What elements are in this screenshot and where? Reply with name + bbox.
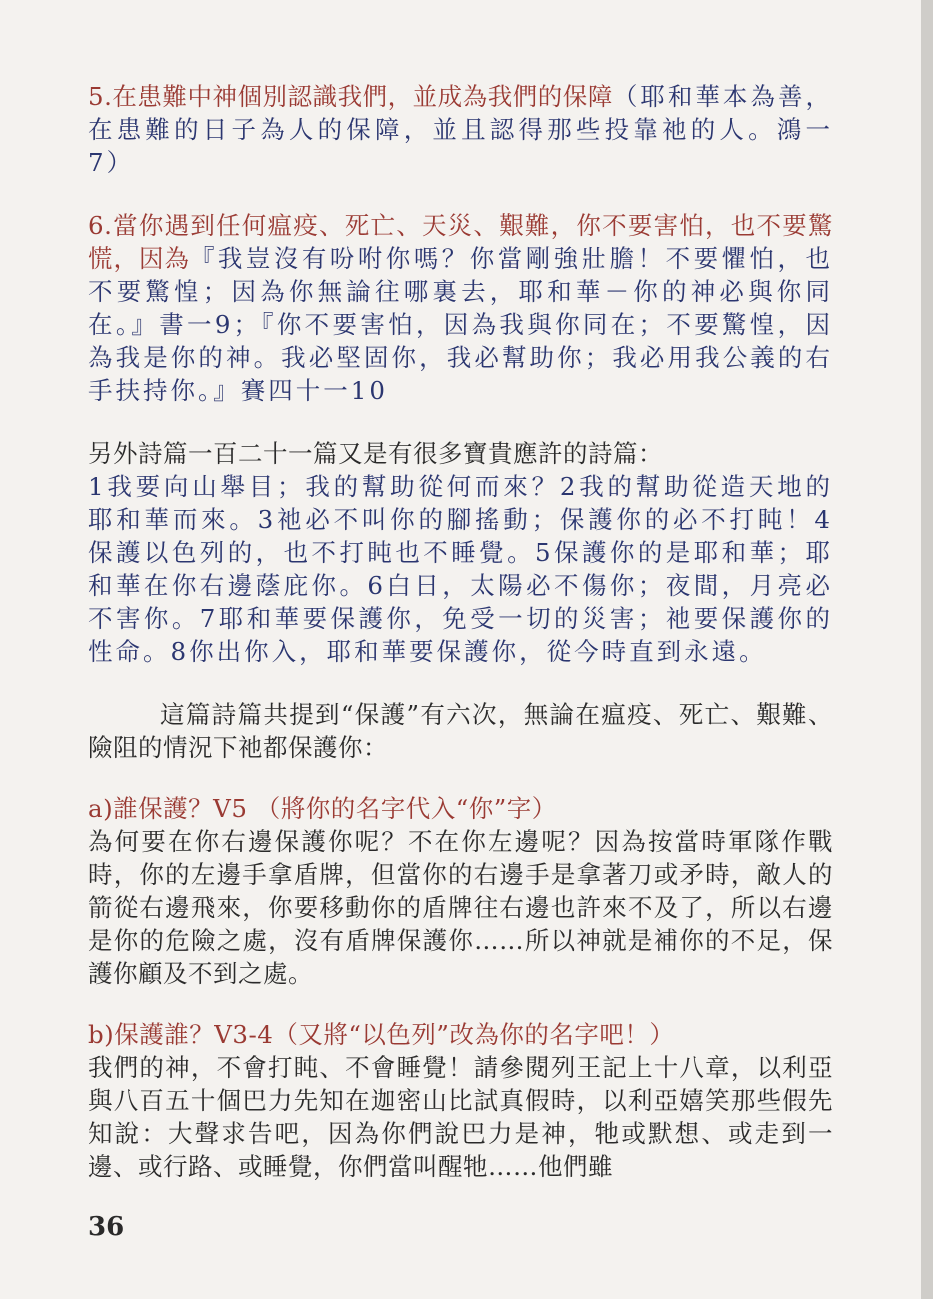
section-5-verse: （耶和華本為善，在患難的日子為人的保障，並且認得那些投靠祂的人。鴻一7） [88, 82, 833, 177]
spacer [88, 179, 833, 209]
page-number: 36 [88, 1212, 125, 1242]
summary-paragraph: 這篇詩篇共提到“保護”有六次，無論在瘟疫、死亡、艱難、險阻的情況下祂都保護你： [88, 700, 833, 762]
section-6-heading: 6.當你遇到任何瘟疫、死亡、天災、艱難，你不要害怕，也不要驚慌，因為 [88, 211, 833, 273]
point-a-heading: a)誰保護？V5 （將你的名字代入“你”字） [88, 794, 557, 823]
section-6-verse: 『我豈沒有吩咐你嗎？你當剛強壯膽！不要懼怕，也不要驚惶；因為你無論往哪裏去，耶和華－你的神必與你同在。』書一9；『你不要害怕，因為我與你同在；不要驚惶，因為我是你的神。我必堅固你，我必幫助你；我必用我公義的右手扶持你。』賽四十一10 [88, 244, 834, 405]
spacer [88, 764, 833, 792]
point-b-heading: b)保護誰？V3-4（又將“以色列”改為你的名字吧！） [88, 1020, 675, 1049]
spacer [88, 668, 833, 698]
point-a-body: 為何要在你右邊保護你呢？不在你左邊呢？因為按當時軍隊作戰時，你的左邊手拿盾牌，但當你的右邊手是拿著刀或矛時，敵人的箭從右邊飛來，你要移動你的盾牌往右邊也許來不及了，所以右邊是你的危險之處，沒有盾牌保護你……所以神就是補你的不足，保護你顧及不到之處。 [88, 827, 833, 988]
point-b-body: 我們的神，不會打盹、不會睡覺！請參閱列王記上十八章，以利亞與八百五十個巴力先知在迦密山比試真假時，以利亞嬉笑那些假先知說：大聲求告吧，因為你們說巴力是神，牠或默想、或走到一邊、或行路、或睡覺，你們當叫醒牠……他們雖 [88, 1053, 833, 1181]
psalm-intro: 另外詩篇一百二十一篇又是有很多寶貴應許的詩篇： [88, 439, 663, 468]
spacer [88, 407, 833, 437]
section-5-heading: 5.在患難中神個別認識我們，並成為我們的保障 [88, 82, 613, 111]
psalm-verses: 1我要向山舉目；我的幫助從何而來？2我的幫助從造天地的耶和華而來。3祂必不叫你的腳搖動；保護你的必不打盹！4保護以色列的，也不打盹也不睡覺。5保護你的是耶和華；耶和華在你右邊蔭庇你。6白日，太陽必不傷你；夜間，月亮必不害你。7耶和華要保護你，免受一切的災害；祂要保護你的性命。8你出你入，耶和華要保護你，從今時直到永遠。 [88, 472, 833, 666]
spacer [88, 990, 833, 1018]
section-6 [88, 209, 833, 407]
section-5 [88, 80, 833, 179]
